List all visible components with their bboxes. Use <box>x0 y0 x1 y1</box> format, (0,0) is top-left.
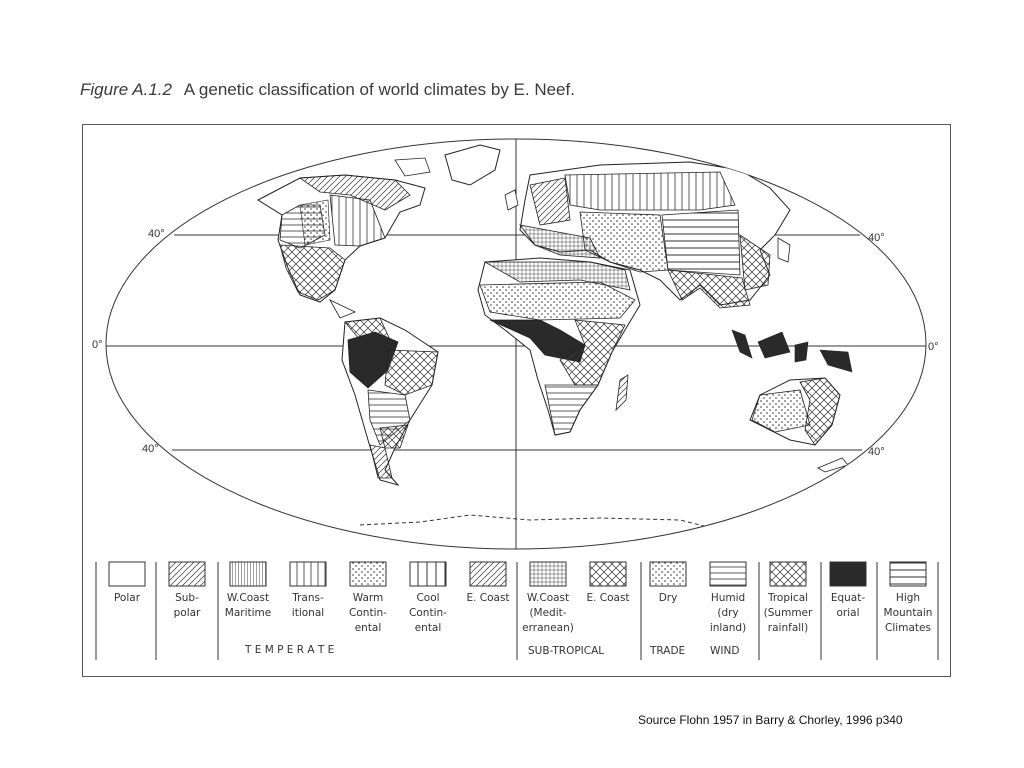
legend-swatch-7 <box>470 562 506 586</box>
legend-label-5-line-2: Contin- <box>349 607 387 619</box>
legend-swatch-8 <box>530 562 566 586</box>
continents <box>258 145 852 530</box>
legend-swatch-1 <box>109 562 145 586</box>
legend-label-5-line-3: ental <box>354 622 382 634</box>
legend-label-11-line-1: Humid <box>710 592 746 604</box>
legend-label-2-line-2: polar <box>173 607 201 619</box>
group-label-wind: WIND <box>710 645 740 657</box>
legend-label-5-line-1: Warm <box>352 592 384 604</box>
legend-label-6-line-3: ental <box>414 622 442 634</box>
north-america <box>258 145 500 318</box>
legend-swatch-5 <box>350 562 386 586</box>
legend-swatch-6 <box>410 562 446 586</box>
legend-label-8-line-3: erranean) <box>522 622 574 634</box>
legend-label-8-line-2: (Medit- <box>529 607 567 619</box>
legend-label-14-line-3: Climates <box>885 622 931 634</box>
legend-label-10-line-1: Dry <box>658 592 678 604</box>
latitude-label-40n-left: 40° <box>148 228 165 240</box>
legend-label-1-line-1: Polar <box>113 592 141 604</box>
legend-swatch-2 <box>169 562 205 586</box>
legend-label-12-line-1: Tropical <box>767 592 809 604</box>
legend-label-4-line-1: Trans- <box>292 592 324 604</box>
legend-swatch-9 <box>590 562 626 586</box>
figure-caption: A genetic classification of world climates by E. Neef. <box>183 80 575 99</box>
latitude-label-equator-left: 0° <box>92 339 103 351</box>
figure-number: Figure A.1.2 <box>80 80 172 99</box>
antarctica-coast <box>360 515 720 530</box>
legend-label-9-line-1: E. Coast <box>586 592 630 604</box>
legend-swatch-3 <box>230 562 266 586</box>
legend-label-12-line-2: (Summer <box>763 607 813 619</box>
legend-swatch-12 <box>770 562 806 586</box>
group-label-subtropical: SUB-TROPICAL <box>528 645 605 657</box>
south-america <box>342 318 438 485</box>
legend-label-11-line-3: inland) <box>709 622 747 634</box>
legend-label-2-line-1: Sub- <box>175 592 199 604</box>
legend-swatch-14 <box>890 562 926 586</box>
legend-swatch-11 <box>710 562 746 586</box>
latitude-label-40s-right: 40° <box>868 446 885 458</box>
legend-swatch-4 <box>290 562 326 586</box>
legend-label-14-line-2: Mountain <box>883 607 933 619</box>
latitude-label-equator-right: 0° <box>928 341 939 353</box>
legend-label-7-line-1: E. Coast <box>466 592 510 604</box>
group-label-trade: TRADE <box>650 645 686 657</box>
legend-swatch-13 <box>830 562 866 586</box>
legend-label-11-line-2: (dry <box>717 607 739 619</box>
legend-label-6-line-1: Cool <box>416 592 440 604</box>
legend-label-6-line-2: Contin- <box>409 607 447 619</box>
legend-label-13-line-2: orial <box>836 607 860 619</box>
maritime-southeast-asia <box>732 330 852 372</box>
legend-label-3-line-2: Maritime <box>224 607 272 619</box>
legend-swatch-10 <box>650 562 686 586</box>
latitude-label-40n-right: 40° <box>868 232 885 244</box>
legend-label-3-line-1: W.Coast <box>226 592 270 604</box>
source-citation: Source Flohn 1957 in Barry & Chorley, 1996 p340 <box>638 713 903 727</box>
legend <box>96 562 938 660</box>
australia <box>750 378 848 472</box>
legend-label-14-line-1: High <box>895 592 921 604</box>
legend-label-4-line-2: itional <box>291 607 325 619</box>
latitude-label-40s-left: 40° <box>142 443 159 455</box>
legend-label-13-line-1: Equat- <box>830 592 866 604</box>
legend-label-12-line-3: rainfall) <box>767 622 809 634</box>
legend-label-8-line-1: W.Coast <box>526 592 570 604</box>
group-label-temperate: T E M P E R A T E <box>245 644 335 656</box>
